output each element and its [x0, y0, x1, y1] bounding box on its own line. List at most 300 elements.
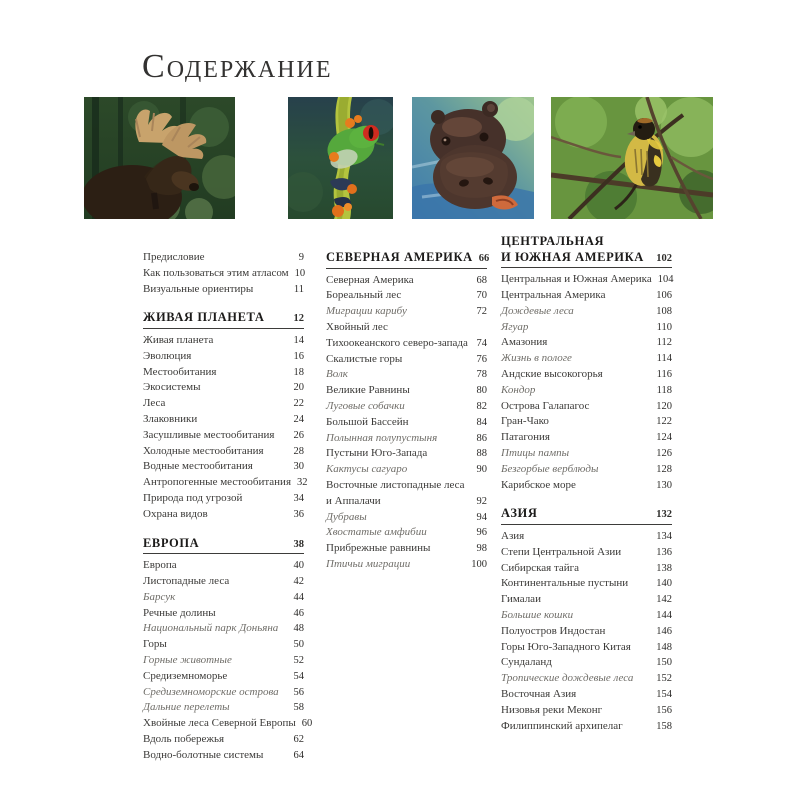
toc-entry	[143, 732, 304, 748]
toc-entry-row	[143, 380, 304, 396]
toc-entry-page: 78	[476, 369, 487, 381]
toc-entry-row	[501, 592, 672, 608]
toc-entry	[143, 459, 304, 475]
toc-entry-row	[326, 288, 487, 304]
section-header	[143, 310, 304, 329]
section-page-number: 38	[293, 538, 304, 550]
toc-entry-page: 106	[656, 289, 672, 301]
toc-column-1	[143, 250, 313, 764]
toc-entry	[143, 250, 304, 266]
toc-entry-page: 56	[293, 686, 304, 698]
toc-entry	[143, 748, 304, 764]
toc-entry-page: 60	[301, 718, 313, 730]
section-title: ЖИВАЯ ПЛАНЕТА	[143, 310, 265, 325]
toc-entry-page: 154	[656, 688, 672, 700]
toc-entry-page: 82	[476, 400, 487, 412]
toc-entry	[501, 719, 672, 735]
toc-entry-page: 80	[476, 385, 487, 397]
toc-entry-page: 124	[656, 432, 672, 444]
toc-entry-label: Восточная Азия	[501, 687, 577, 700]
toc-entry-page: 136	[656, 546, 672, 558]
section-header-row	[501, 506, 672, 523]
toc-entry-label: Степи Центральной Азии	[501, 545, 622, 558]
toc-entry-row	[326, 510, 487, 526]
toc-entry-label: Хвойные леса Северной Европы	[143, 717, 296, 730]
toc-entry-label: Великие Равнины	[326, 384, 410, 397]
toc-entry-page: 9	[298, 252, 304, 263]
toc-entry-row	[501, 608, 672, 624]
toc-entry-label: Вдоль побережья	[143, 732, 225, 745]
toc-entry-row	[326, 304, 487, 320]
toc-entry-row	[501, 640, 672, 656]
toc-entry-label: Миграции карибу	[326, 305, 407, 318]
toc-entry-label: Полуостров Индостан	[501, 624, 606, 637]
toc-entry-label: Водно-болотные системы	[143, 748, 264, 761]
toc-entry-label: Охрана видов	[143, 507, 208, 520]
toc-entry-row	[501, 529, 672, 545]
toc-entry-page: 18	[293, 366, 304, 378]
toc-entry-row	[143, 621, 304, 637]
toc-entry	[326, 367, 487, 383]
toc-entry-row	[326, 462, 487, 478]
toc-entry-page: 152	[656, 673, 672, 685]
toc-entry	[143, 558, 304, 574]
toc-entry-label: Азия	[501, 529, 525, 542]
toc-entry-page: 130	[656, 479, 672, 491]
toc-entry-label: Пустыни Юго-Запада	[326, 447, 428, 460]
toc-entry-page: 44	[293, 591, 304, 603]
toc-entry-label: Северная Америка	[326, 273, 414, 286]
toc-entry-row	[501, 624, 672, 640]
section-header	[501, 234, 672, 268]
toc-entry	[143, 475, 308, 491]
toc-entry-label: Европа	[143, 559, 177, 572]
toc-entry-row	[501, 719, 672, 735]
toc-entry-row	[326, 336, 487, 352]
toc-entry	[143, 365, 304, 381]
toc-entry-label: Луговые собачки	[326, 399, 405, 412]
toc-entry-row	[501, 478, 672, 494]
toc-entry-row	[143, 716, 313, 732]
toc-entry	[326, 446, 487, 462]
toc-entry	[326, 399, 487, 415]
toc-entry	[501, 640, 672, 656]
toc-entry-row	[143, 412, 304, 428]
toc-entry	[501, 478, 672, 494]
toc-entry-row	[143, 574, 304, 590]
toc-entry-page: 118	[656, 384, 672, 396]
toc-entry-label: Средиземноморье	[143, 669, 228, 682]
toc-entry	[143, 700, 304, 716]
toc-entry	[501, 288, 672, 304]
toc-entry-label: Скалистые горы	[326, 352, 403, 365]
toc-entry-label: Водные местообитания	[143, 460, 253, 473]
toc-entry	[501, 671, 672, 687]
section-header-row	[143, 310, 304, 327]
toc-entry-label: Гран-Чако	[501, 415, 549, 428]
toc-entry-label: Злаковники	[143, 412, 198, 425]
toc-entry	[143, 491, 304, 507]
toc-entry-row	[326, 446, 487, 462]
toc-entry	[501, 367, 672, 383]
toc-entry-label: Бореальный лес	[326, 289, 402, 302]
toc-entry-label: Жизнь в пологе	[501, 352, 572, 365]
toc-entry-row	[143, 748, 304, 764]
toc-entry-label: Амазония	[501, 336, 548, 349]
toc-entry-label: Кактусы сагуаро	[326, 463, 408, 476]
toc-entry	[143, 333, 304, 349]
toc-entry-page: 26	[293, 429, 304, 441]
toc-entry	[501, 655, 672, 671]
toc-entry-page: 158	[656, 720, 672, 732]
toc-entry-row	[501, 351, 672, 367]
toc-entry-label: Барсук	[143, 590, 176, 603]
toc-entry-row	[501, 367, 672, 383]
section-header-row	[501, 250, 672, 267]
toc-entry	[326, 525, 487, 541]
toc-entry-row	[326, 557, 487, 573]
toc-entry-label: Центральная и Южная Америка	[501, 273, 652, 286]
toc-entry-page: 32	[297, 477, 308, 489]
toc-entry	[143, 669, 304, 685]
toc-entry	[501, 462, 672, 478]
toc-entry-row	[143, 349, 304, 365]
toc-entry-label: Безгорбые верблюды	[501, 462, 599, 475]
toc-entry	[143, 349, 304, 365]
toc-entry-page: 94	[476, 511, 487, 523]
section-title: ЦЕНТРАЛЬНАЯ	[501, 234, 605, 248]
toc-entry-label: Горные животные	[143, 653, 232, 666]
toc-entry-label: Горы Юго-Западного Китая	[501, 640, 631, 653]
toc-entry-page: 10	[294, 267, 306, 279]
toc-entry-row	[143, 365, 304, 381]
toc-entry-label: Континентальные пустыни	[501, 577, 629, 590]
toc-entry-row	[501, 399, 672, 415]
toc-entry-label: Хвостатые амфибии	[326, 526, 427, 539]
toc-entry-page: 64	[293, 749, 304, 761]
toc-entry-label: Филиппинский архипелаг	[501, 719, 623, 732]
toc-entry-label: Местообитания	[143, 365, 217, 378]
toc-entry-row	[143, 333, 304, 349]
toc-entry-row	[326, 320, 487, 336]
toc-entry-row	[143, 685, 304, 701]
toc-entry-row	[326, 383, 487, 399]
section-title: СЕВЕРНАЯ АМЕРИКА	[326, 250, 473, 264]
toc-entry-label: Низовья реки Меконг	[501, 703, 603, 716]
moose-photo	[84, 97, 235, 219]
toc-entry-label: Дальние перелеты	[143, 701, 230, 714]
toc-entry	[143, 716, 313, 732]
toc-entry-label: Острова Галапагос	[501, 399, 590, 412]
toc-entry	[326, 383, 487, 399]
toc-entry-label: Дубравы	[326, 510, 367, 523]
toc-entry-page: 14	[293, 334, 304, 346]
toc-entry-page: 134	[656, 530, 672, 542]
section-header-row	[326, 250, 490, 267]
toc-entry-row	[326, 352, 487, 368]
toc-entry-page: 122	[656, 416, 672, 428]
toc-entry-label: Кондор	[501, 383, 536, 396]
toc-entry-row	[143, 396, 304, 412]
toc-entry-page: 144	[656, 609, 672, 621]
toc-entry-label: Центральная Америка	[501, 288, 606, 301]
toc-entry-page: 138	[656, 562, 672, 574]
toc-entry-label: Визуальные ориентиры	[143, 282, 254, 295]
toc-entry-label: Восточные листопадные леса	[326, 478, 465, 491]
toc-entry-label: Леса	[143, 397, 166, 410]
section-header-row	[143, 536, 304, 553]
toc-entry-row	[501, 561, 672, 577]
toc-entry	[501, 351, 672, 367]
toc-entry-label: Листопадные леса	[143, 574, 230, 587]
toc-entry-page: 92	[476, 495, 487, 507]
toc-entry-row	[501, 430, 672, 446]
toc-entry-row	[501, 304, 672, 320]
toc-entry	[326, 352, 487, 368]
toc-entry-row	[143, 475, 308, 491]
toc-entry-label: Полынная полупустыня	[326, 431, 438, 444]
toc-entry-row	[326, 431, 487, 447]
toc-entry-label: Карибское море	[501, 478, 576, 491]
toc-entry-page: 24	[293, 413, 304, 425]
toc-column-3	[501, 234, 672, 734]
toc-entry	[326, 320, 487, 352]
toc-entry-page: 156	[656, 704, 672, 716]
toc-entry	[326, 288, 487, 304]
toc-entry-row	[326, 494, 487, 510]
toc-entry-page: 62	[293, 733, 304, 745]
toc-entry-row	[143, 507, 304, 523]
toc-entry-page: 128	[656, 463, 672, 475]
toc-column-2	[326, 250, 490, 573]
toc-entry-row	[326, 367, 487, 383]
toc-entry-label: Как пользоваться этим атласом	[143, 266, 289, 279]
toc-entry	[143, 412, 304, 428]
toc-entry	[143, 606, 304, 622]
toc-entry-page: 120	[656, 400, 672, 412]
toc-entry	[326, 478, 487, 510]
section-title: ЕВРОПА	[143, 535, 200, 550]
toc-entry	[143, 380, 304, 396]
toc-entry	[326, 304, 487, 320]
toc-entry-page: 100	[471, 558, 487, 570]
toc-entry-page: 72	[476, 306, 487, 318]
toc-entry-row	[501, 687, 672, 703]
toc-entry-label: Ягуар	[501, 320, 529, 333]
toc-entry-label: Волк	[326, 368, 348, 381]
toc-entry-label: Предисловие	[143, 251, 205, 263]
toc-entry-row	[326, 525, 487, 541]
toc-entry	[501, 272, 672, 288]
toc-entry-row	[143, 428, 304, 444]
toc-entry-label: Горы	[143, 638, 167, 651]
toc-entry	[501, 304, 672, 320]
toc-entry	[326, 273, 487, 289]
toc-entry-label: Прибрежные равнины	[326, 542, 431, 555]
toc-entry	[501, 624, 672, 640]
toc-entry	[501, 561, 672, 577]
page-title: СОДЕРЖАНИЕ	[142, 48, 333, 85]
toc-entry-label: Патагония	[501, 431, 550, 444]
toc-entry-page: 46	[293, 607, 304, 619]
tree-frog-photo	[288, 97, 393, 219]
toc-entry-label: Андские высокогорья	[501, 367, 603, 380]
toc-entry-label: Птичьи миграции	[326, 557, 411, 570]
toc-entry	[326, 431, 487, 447]
toc-entry-label: Тропические дождевые леса	[501, 672, 634, 685]
toc-entry-page: 68	[476, 274, 487, 286]
toc-entry-label: Средиземноморские острова	[143, 685, 279, 698]
toc-entry	[501, 414, 672, 430]
toc-entry-page: 54	[293, 670, 304, 682]
toc-entry	[143, 621, 304, 637]
toc-entry-page: 96	[476, 527, 487, 539]
toc-entry-row	[326, 399, 487, 415]
toc-entry-label: Антропогенные местообитания	[143, 476, 292, 489]
toc-entry	[143, 590, 304, 606]
section-page-number: 66	[478, 253, 490, 264]
toc-entry-row	[501, 383, 672, 399]
toc-entry-page: 116	[656, 368, 672, 380]
toc-entry-row	[501, 655, 672, 671]
toc-entry-page: 86	[476, 432, 487, 444]
toc-entry-page: 114	[656, 353, 672, 365]
toc-entry-label: Засушливые местообитания	[143, 428, 275, 441]
toc-entry-row	[326, 273, 487, 289]
toc-entry	[501, 320, 672, 336]
toc-entry-row	[501, 320, 672, 336]
toc-entry-label: Большие кошки	[501, 608, 574, 621]
toc-entry-row	[501, 335, 672, 351]
toc-entry	[501, 703, 672, 719]
toc-entry-label: и Аппалачи	[326, 494, 381, 507]
toc-entry-page: 104	[657, 274, 674, 286]
toc-entry-label: Живая планета	[143, 333, 214, 346]
toc-entry-page: 126	[656, 447, 672, 459]
toc-entry-page: 74	[476, 337, 487, 349]
toc-entry	[143, 266, 304, 282]
toc-entry	[501, 335, 672, 351]
toc-entry-row	[143, 266, 304, 282]
toc-entry	[143, 507, 304, 523]
toc-entry-row	[501, 703, 672, 719]
toc-entry-label: Национальный парк Доньяна	[143, 622, 279, 635]
toc-entry-row	[143, 491, 304, 507]
section-page-number: 12	[293, 313, 304, 325]
toc-entry-page: 30	[293, 461, 304, 473]
section-page-number: 102	[656, 252, 672, 264]
toc-entry	[501, 383, 672, 399]
toc-entry-page: 110	[656, 321, 672, 333]
toc-entry-label: Гималаи	[501, 593, 541, 606]
toc-entry-page: 40	[293, 560, 304, 572]
toc-entry-label: Эволюция	[143, 349, 192, 362]
toc-entry	[143, 653, 304, 669]
toc-entry-row	[143, 558, 304, 574]
toc-entry-label: Природа под угрозой	[143, 491, 243, 504]
toc-entry-page: 146	[656, 625, 672, 637]
toc-entry	[501, 446, 672, 462]
toc-entry	[326, 415, 487, 431]
toc-entry	[501, 608, 672, 624]
section-header	[501, 506, 672, 525]
toc-entry-row	[143, 653, 304, 669]
toc-entry-row	[143, 606, 304, 622]
toc-entry	[326, 510, 487, 526]
toc-entry	[501, 399, 672, 415]
toc-entry	[501, 545, 672, 561]
toc-entry-page: 76	[476, 353, 487, 365]
toc-entry	[143, 444, 304, 460]
toc-entry-page: 50	[293, 639, 304, 651]
section-title: И ЮЖНАЯ АМЕРИКА	[501, 249, 644, 264]
toc-entry-label: Речные долины	[143, 606, 216, 619]
toc-entry-row	[501, 576, 672, 592]
toc-entry-row	[143, 459, 304, 475]
songbird-photo	[551, 97, 713, 219]
toc-entry	[143, 282, 304, 298]
toc-entry-label: Сибирская тайга	[501, 561, 580, 574]
pygmy-hippo-photo	[412, 97, 534, 219]
toc-entry-row	[501, 671, 672, 687]
toc-entry-page: 150	[656, 657, 672, 669]
toc-entry	[326, 557, 487, 573]
toc-entry	[501, 592, 672, 608]
section-title: АЗИЯ	[501, 506, 538, 521]
toc-entry-page: 90	[476, 464, 487, 476]
toc-entry-page: 58	[293, 702, 304, 714]
toc-entry-page: 70	[476, 290, 487, 302]
toc-entry-row	[501, 545, 672, 561]
toc-entry	[143, 396, 304, 412]
toc-entry-page: 108	[656, 305, 672, 317]
toc-entry-page: 22	[293, 398, 304, 410]
toc-entry	[501, 576, 672, 592]
section-header	[143, 536, 304, 555]
toc-entry-label: Хвойный лес	[326, 320, 388, 333]
toc-entry-row	[501, 414, 672, 430]
toc-entry-label: Холодные местообитания	[143, 444, 264, 457]
toc-entry-row	[143, 732, 304, 748]
toc-entry-page: 52	[293, 654, 304, 666]
toc-entry-page: 112	[656, 337, 672, 349]
toc-entry-row	[501, 272, 672, 288]
toc-entry-row	[143, 444, 304, 460]
toc-entry	[326, 462, 487, 478]
toc-entry	[326, 541, 487, 557]
toc-entry	[501, 687, 672, 703]
toc-entry-page: 98	[476, 543, 487, 555]
toc-entry-row	[501, 446, 672, 462]
toc-entry	[501, 529, 672, 545]
toc-entry-row	[143, 700, 304, 716]
toc-entry-page: 84	[476, 416, 487, 428]
toc-entry-row	[143, 669, 304, 685]
toc-entry-page: 34	[293, 492, 304, 504]
toc-entry-row	[143, 250, 304, 266]
toc-entry	[143, 428, 304, 444]
toc-entry-label: Дождевые леса	[501, 304, 574, 317]
section-page-number: 132	[656, 509, 672, 521]
toc-entry-label: Сундаланд	[501, 656, 552, 669]
toc-entry-page: 42	[293, 575, 304, 587]
toc-entry	[143, 574, 304, 590]
toc-entry-page: 28	[293, 445, 304, 457]
toc-entry-page: 148	[656, 641, 672, 653]
toc-entry-row	[143, 282, 304, 298]
toc-entry-label: Птицы пампы	[501, 446, 570, 459]
toc-entry-page: 11	[293, 283, 304, 295]
